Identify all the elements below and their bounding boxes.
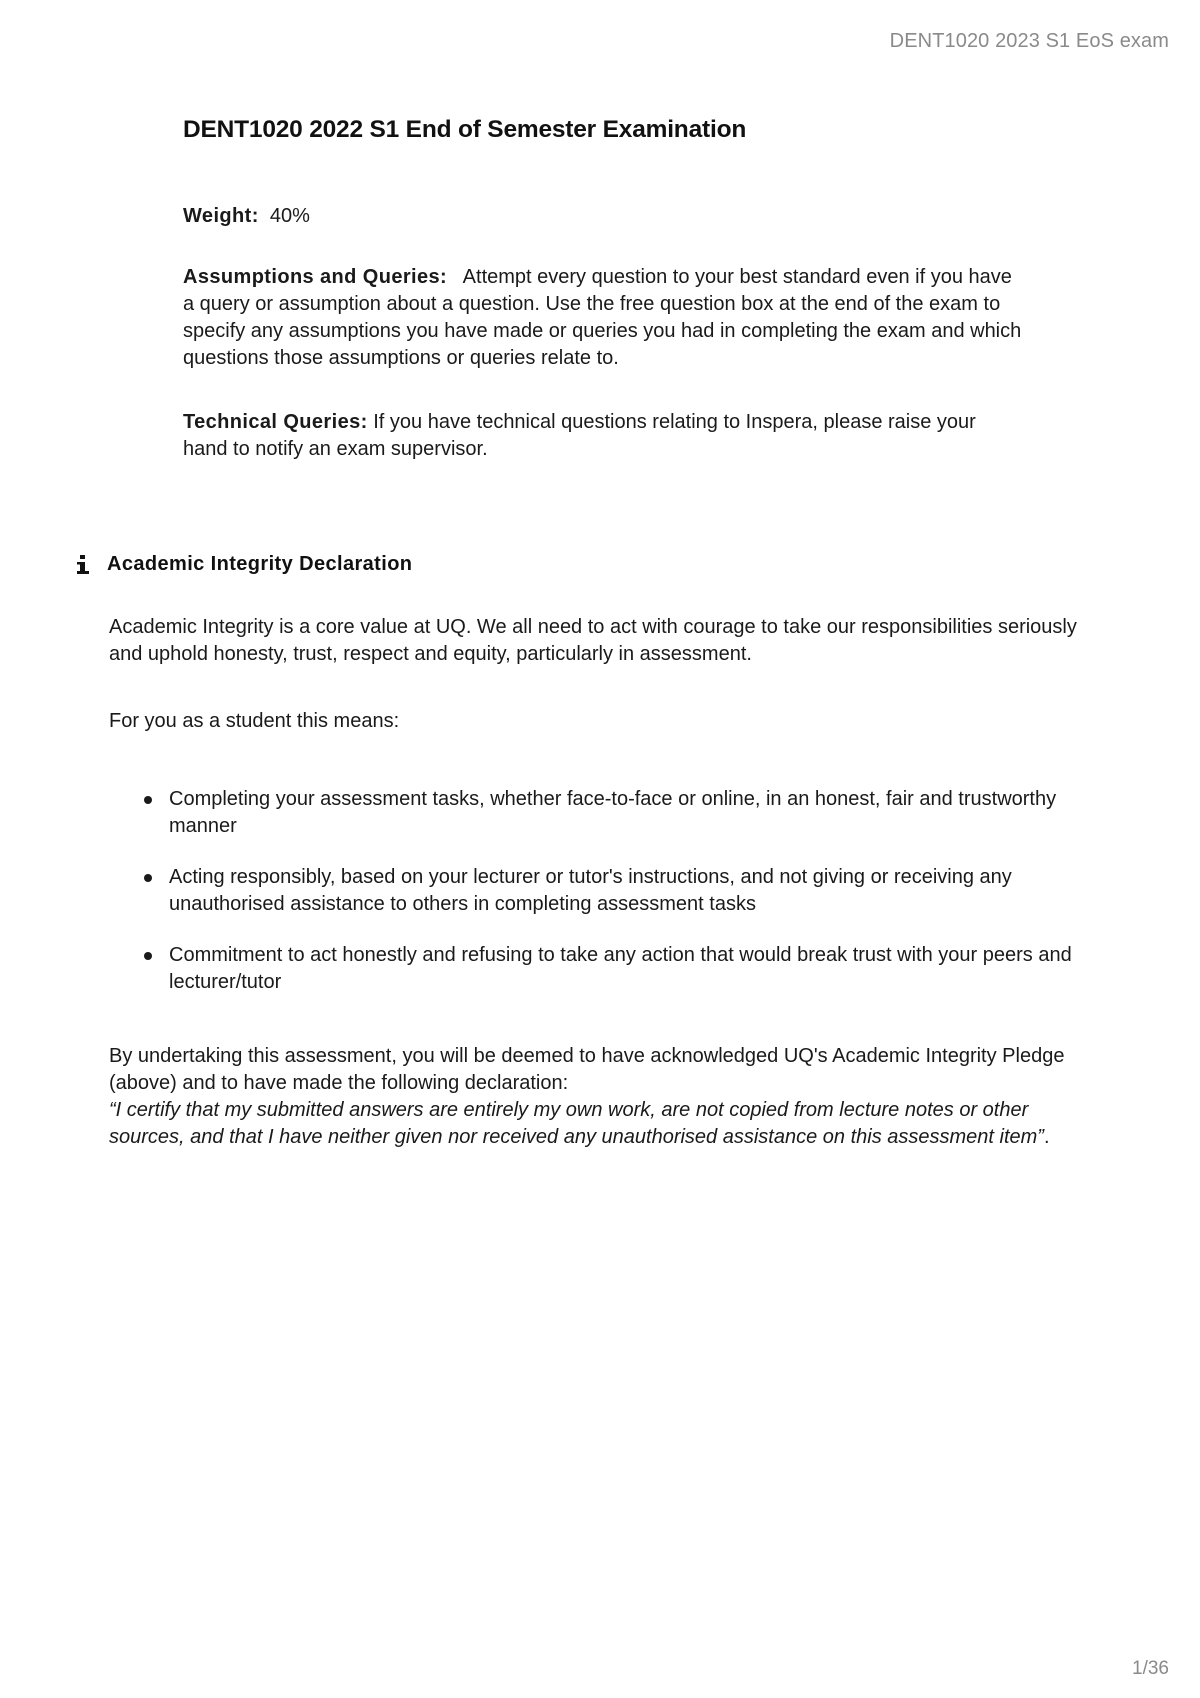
undertaking-text: By undertaking this assessment, you will be deemed to have acknowledged UQ's Academic Integrity Pledge (above) and to have made the following declaration:: [109, 1045, 1065, 1094]
technical-paragraph: [183, 409, 1023, 463]
weight-line: [183, 203, 1043, 230]
weight-value: 40%: [269, 205, 310, 227]
declaration-quote: “I certify that my submitted answers are entirely my own work, are not copied from lecture notes or other sources, and that I have neither given nor received any unauthorised assistance on this assessment item”: [109, 1099, 1044, 1148]
technical-label: Technical Queries:: [183, 411, 368, 433]
running-header: DENT1020 2023 S1 EoS exam: [889, 30, 1169, 52]
integrity-heading-text: Academic Integrity Declaration: [107, 553, 413, 575]
list-item: Completing your assessment tasks, whether face-to-face or online, in an honest, fair and trustworthy manner: [109, 786, 1099, 840]
assumptions-text: Attempt every question to your best standard even if you have a query or assumption about a question. Use the free question box at the end of the exam to specify any assumptions you have made or queries you had in completing the exam and which questions those assumptions or queries relate to.: [183, 266, 1022, 369]
weight-label: Weight:: [183, 205, 259, 227]
technical-text: If you have technical questions relating to Inspera, please raise your hand to notify an exam supervisor.: [183, 411, 976, 460]
info-icon: [77, 555, 91, 575]
integrity-means: For you as a student this means:: [109, 710, 400, 732]
list-item: Acting responsibly, based on your lecturer or tutor's instructions, and not giving or receiving any unauthorised assistance to others in completing assessment tasks: [109, 864, 1099, 918]
list-item: Commitment to act honestly and refusing to take any action that would break trust with your peers and lecturer/tutor: [109, 942, 1099, 996]
integrity-intro: Academic Integrity is a core value at UQ. We all need to act with courage to take our responsibilities seriously and uphold honesty, trust, respect and equity, particularly in assessment.: [109, 616, 1077, 665]
exam-title: DENT1020 2022 S1 End of Semester Examination: [183, 116, 747, 143]
integrity-heading: [77, 553, 412, 576]
page-number: 1/36: [1132, 1658, 1169, 1679]
integrity-bullet-list: [109, 786, 1099, 1020]
declaration-end: .: [1043, 1126, 1050, 1148]
assumptions-label: Assumptions and Queries:: [183, 266, 448, 288]
undertaking-paragraph: [109, 1043, 1109, 1151]
assumptions-paragraph: [183, 264, 1023, 372]
